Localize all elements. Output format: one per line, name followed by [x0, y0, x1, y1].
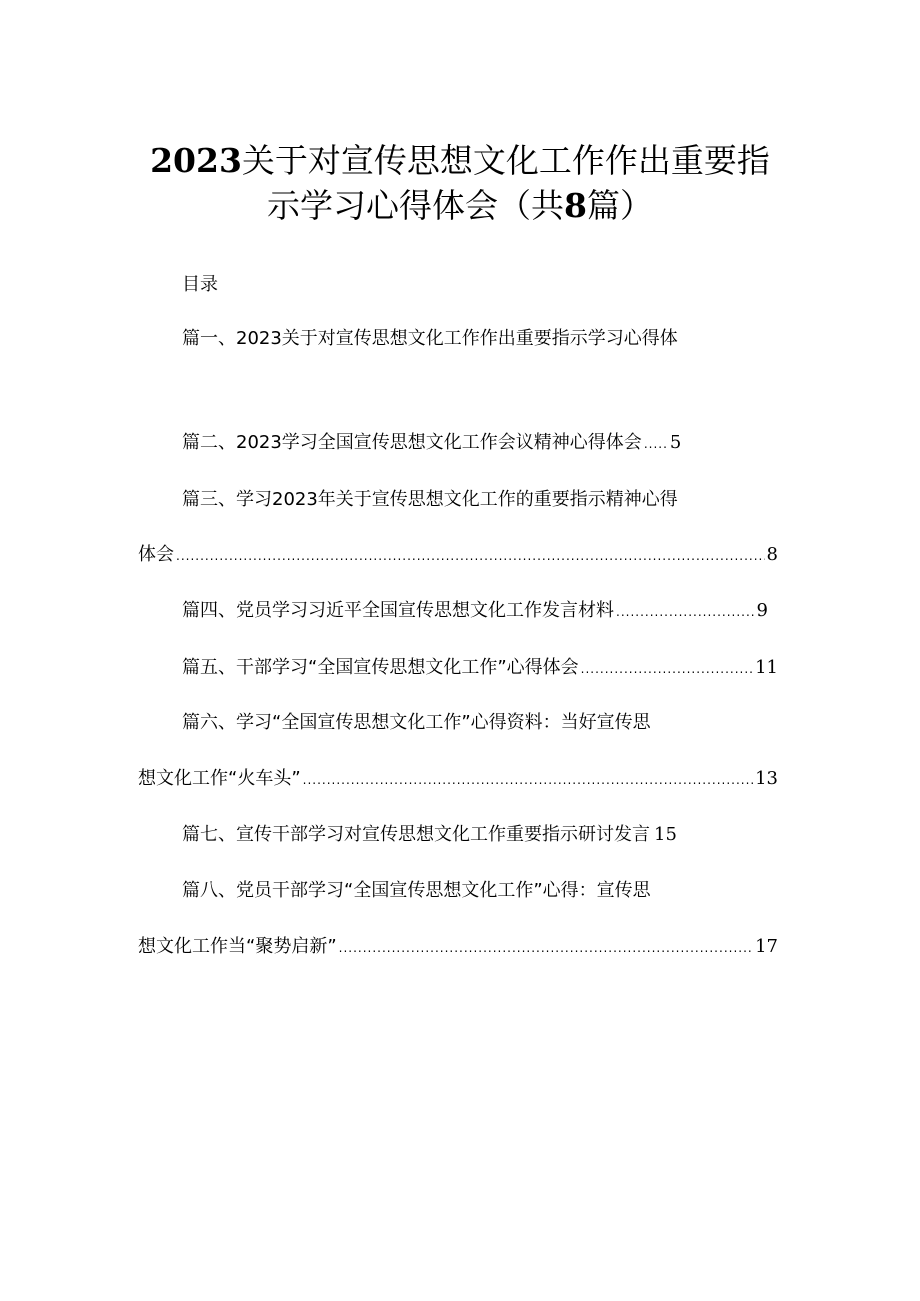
toc-entry-4[interactable] [182, 597, 768, 626]
toc-entry-6-continued[interactable] [138, 765, 778, 794]
toc-entry-5-text: 篇五、干部学习“全国宣传思想文化工作”心得体会 [182, 657, 579, 678]
toc-entry-1-text: 篇一、2023关于对宣传思想文化工作作出重要指示学习心得体 [182, 328, 678, 349]
toc-entry-6-text: 篇六、学习“全国宣传思想文化工作”心得资料：当好宣传思 [182, 712, 651, 733]
toc-entry-3-text: 篇三、学习2023年关于宣传思想文化工作的重要指示精神心得 [182, 489, 678, 510]
toc-heading: 目录 [182, 274, 218, 295]
toc-entry-5-page: 11 [755, 657, 778, 678]
toc-entry-4-text: 篇四、党员学习习近平全国宣传思想文化工作发言材料 [182, 600, 614, 621]
title-text-1: 关于对宣传思想文化工作作出重要指 [241, 141, 770, 180]
document-title-line-2 [0, 186, 920, 226]
toc-leader [644, 430, 668, 458]
toc-entry-3-page: 8 [766, 544, 778, 565]
document-title-line-1 [0, 141, 920, 181]
toc-entry-7-page: 15 [654, 824, 677, 845]
toc-entry-3-continued[interactable] [138, 541, 778, 570]
title-text-2: 示学习心得体会（共 [267, 186, 565, 225]
toc-entry-8-text-cont: 想文化工作当“聚势启新” [138, 936, 337, 957]
toc-entry-8-continued[interactable] [138, 933, 778, 962]
toc-entry-6-text-cont: 想文化工作“火车头” [138, 768, 301, 789]
toc-entry-7-text: 篇七、宣传干部学习对宣传思想文化工作重要指示研讨发言 [182, 824, 650, 845]
toc-entry-5[interactable] [182, 654, 778, 683]
toc-leader [616, 598, 755, 626]
toc-entry-3-text-cont: 体会 [138, 544, 174, 565]
toc-entry-6[interactable] [182, 709, 651, 737]
toc-entry-2-page: 5 [669, 432, 682, 453]
toc-entry-8[interactable] [182, 877, 651, 905]
toc-entry-3[interactable] [182, 486, 678, 514]
toc-leader [339, 934, 753, 962]
title-count: 8 [564, 186, 587, 225]
toc-entry-6-page: 13 [755, 768, 778, 789]
toc-entry-2[interactable] [182, 429, 681, 458]
title-year: 2023 [150, 141, 242, 180]
toc-leader [176, 542, 765, 570]
toc-leader [303, 766, 753, 794]
toc-entry-8-page: 17 [755, 936, 778, 957]
title-text-3: 篇） [586, 186, 653, 225]
toc-entry-8-text: 篇八、党员干部学习“全国宣传思想文化工作”心得：宣传思 [182, 880, 651, 901]
toc-leader [581, 655, 753, 683]
toc-entry-7[interactable] [182, 821, 677, 849]
toc-entry-2-text: 篇二、2023学习全国宣传思想文化工作会议精神心得体会 [182, 432, 642, 453]
toc-entry-1[interactable] [182, 325, 678, 353]
toc-entry-4-page: 9 [756, 600, 768, 621]
